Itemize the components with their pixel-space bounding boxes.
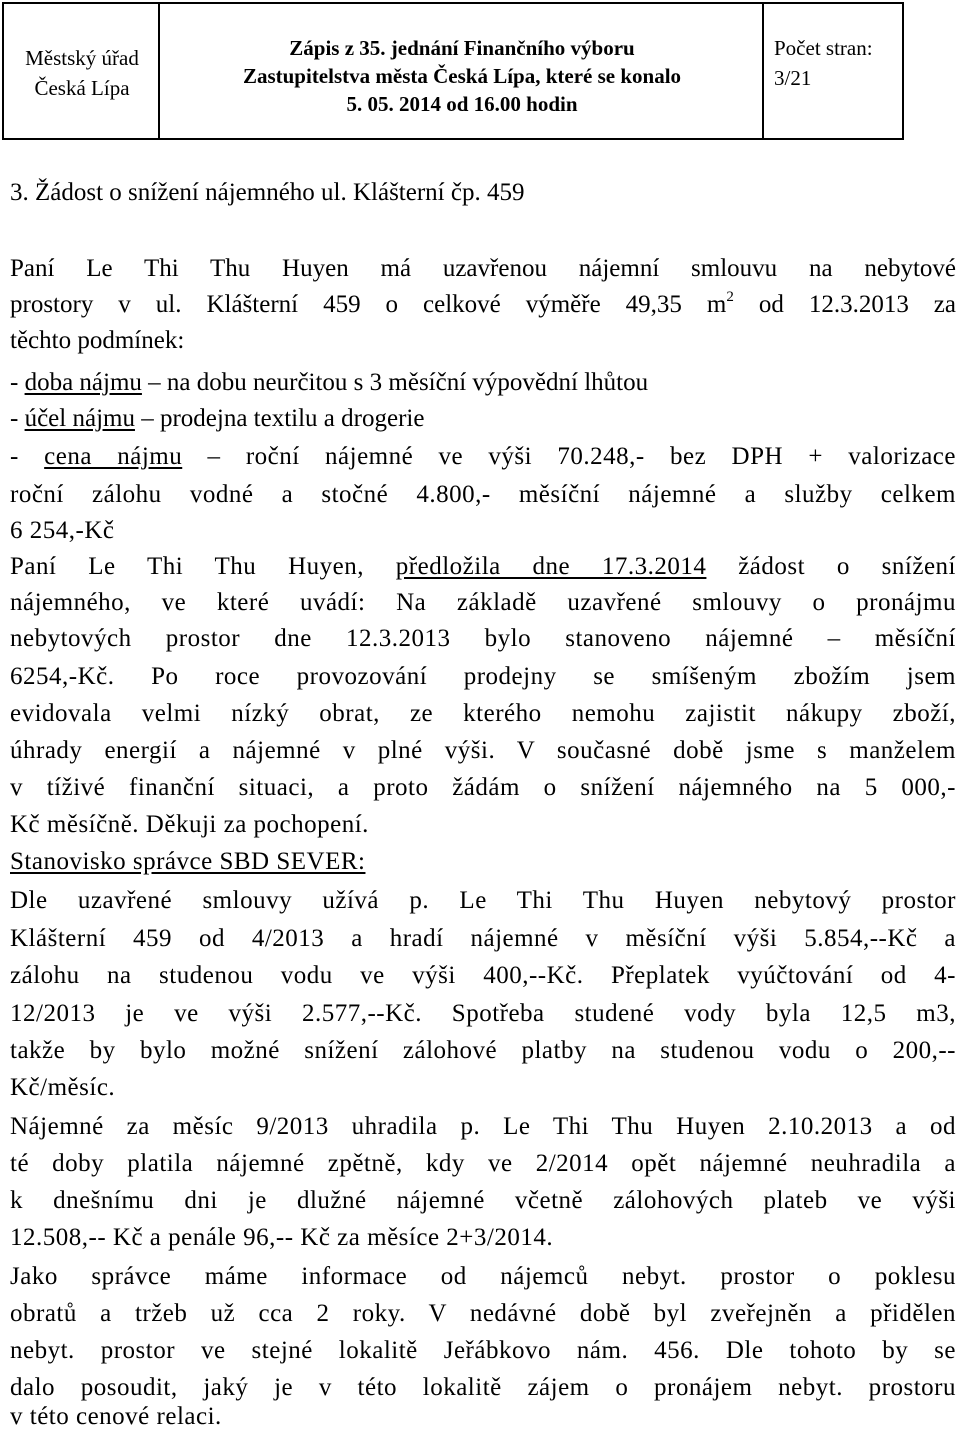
square-meter-superscript: 2	[726, 289, 734, 305]
statement-line-5: takže by bylo možné snížení zálohové platby na studenou vodu o 200,--	[10, 1037, 956, 1064]
intro-line-2-text: prostory v ul. Klášterní 459 o celkové výměře 49,35 m	[10, 291, 727, 318]
statement-line-2: Klášterní 459 od 4/2013 a hradí nájemné v měsíční výši 5.854,--Kč a	[10, 925, 956, 952]
header-title-cell	[160, 4, 764, 138]
request-date: předložila dne 17.3.2014	[395, 553, 707, 580]
request-line-4: 6254,-Kč. Po roce provozování prodejny se smíšeným zbožím jsem	[10, 663, 956, 690]
intro-line-2-tail: od 12.3.2013 za	[733, 291, 956, 318]
header-title-line-3: 5. 05. 2014 od 16.00 hodin	[346, 92, 578, 116]
market-line-1: Jako správce máme informace od nájemců nebyt. prostor o poklesu	[10, 1263, 956, 1290]
request-line-8: Kč měsíčně. Děkuji za pochopení.	[10, 811, 369, 838]
intro-line-2	[10, 288, 956, 322]
market-line-4: dalo posoudit, jaký je v této lokalitě zájem o pronájem nebyt. prostoru	[10, 1374, 956, 1401]
request-line-5: evidovala velmi nízký obrat, ze kterého nemohu zajistit nákupy zboží,	[10, 700, 956, 727]
statement-heading-text: Stanovisko správce SBD SEVER:	[10, 848, 366, 875]
payment-line-1: Nájemné za měsíc 9/2013 uhradila p. Le Thi Thu Huyen 2.10.2013 a od	[10, 1113, 956, 1140]
term-duration-text: – na dobu neurčitou s 3 měsíční výpovědní lhůtou	[141, 369, 649, 396]
request-line-1-text: Paní Le Thi Thu Huyen,	[10, 553, 396, 580]
market-line-5: v této cenové relaci.	[10, 1403, 222, 1430]
intro-line-3: těchto podmínek:	[10, 327, 185, 354]
term-price-label: cena nájmu	[44, 443, 183, 470]
section-heading: 3. Žádost o snížení nájemného ul. Klášterní čp. 459	[10, 179, 525, 206]
term-duration-label: doba nájmu	[24, 369, 142, 396]
header-title-line-1: Zápis z 35. jednání Finančního výboru	[289, 36, 635, 60]
request-line-6: úhrady energií a nájemné v plné výši. V současné době jsme s manželem	[10, 737, 956, 764]
payment-line-2: té doby platila nájemné zpětně, kdy ve 2/2014 opět nájemné neuhradila a	[10, 1150, 956, 1177]
term-price-text: – roční nájemné ve výši 70.248,- bez DPH + valorizace	[182, 443, 956, 470]
term-purpose-text: – prodejna textilu a drogerie	[134, 405, 425, 432]
statement-line-4: 12/2013 je ve výši 2.577,--Kč. Spotřeba studené vody byla 12,5 m3,	[10, 1000, 956, 1027]
term-purpose-label: účel nájmu	[24, 405, 135, 432]
header-office-line-1: Městský úřad	[25, 46, 139, 70]
header-title-line-2: Zastupitelstva města Česká Lípa, které se konalo	[242, 64, 682, 88]
market-line-2: obratů a tržeb už cca 2 roky. V nedávné době byl zveřejněn a přidělen	[10, 1300, 956, 1327]
intro-line-1: Paní Le Thi Thu Huyen má uzavřenou nájemní smlouvu na nebytové	[10, 255, 956, 282]
payment-line-4: 12.508,-- Kč a penále 96,-- Kč za měsíce 2+3/2014.	[10, 1224, 554, 1251]
header-pages-value: 3/21	[774, 66, 812, 90]
payment-line-3: k dnešnímu dni je dlužné nájemné včetně zálohových plateb ve výši	[10, 1187, 956, 1214]
term-duration	[10, 366, 956, 400]
term-price-total: 6 254,-Kč	[10, 517, 115, 544]
term-price-dash: -	[10, 443, 45, 470]
market-line-3: nebyt. prostor ve stejné lokalitě Jeřábkovo nám. 456. Dle tohoto by se	[10, 1337, 956, 1364]
statement-line-6: Kč/měsíc.	[10, 1074, 116, 1101]
request-line-3: nebytových prostor dne 12.3.2013 bylo stanoveno nájemné – měsíční	[10, 625, 956, 652]
header-office-line-2: Česká Lípa	[34, 76, 130, 100]
term-duration-dash: -	[10, 369, 25, 396]
request-line-1	[10, 550, 956, 584]
request-line-2: nájemného, ve které uvádí: Na základě uzavřené smlouvy o pronájmu	[10, 589, 956, 616]
term-price-continuation: roční zálohu vodné a stočné 4.800,- měsíční nájemné a služby celkem	[10, 481, 956, 508]
header-office-cell	[4, 4, 160, 138]
request-line-1-tail: žádost o snížení	[706, 553, 956, 580]
statement-line-3: zálohu na studenou vodu ve výši 400,--Kč. Přeplatek vyúčtování od 4-	[10, 962, 956, 989]
term-price	[10, 440, 956, 474]
header-table	[2, 2, 904, 140]
term-purpose-dash: -	[10, 405, 25, 432]
request-line-7: v tíživé finanční situaci, a proto žádám o snížení nájemného na 5 000,-	[10, 774, 956, 801]
term-purpose	[10, 402, 956, 436]
header-pages-cell	[764, 4, 902, 138]
statement-heading	[10, 845, 956, 879]
header-pages-label: Počet stran:	[774, 36, 873, 60]
statement-line-1: Dle uzavřené smlouvy užívá p. Le Thi Thu Huyen nebytový prostor	[10, 887, 956, 914]
